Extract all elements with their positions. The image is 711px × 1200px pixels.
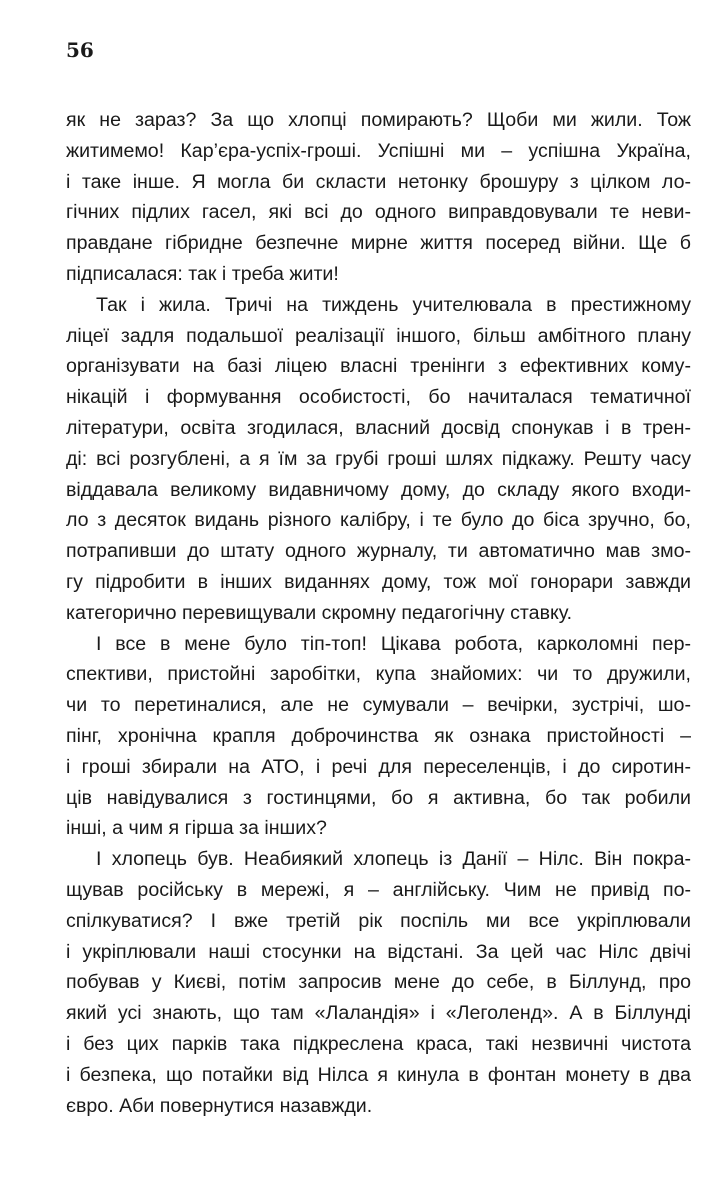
paragraph	[66, 629, 691, 845]
text-line: потрапивши до штату одного журналу, ти автоматично мав змо-	[66, 540, 691, 563]
text-line: і укріплювали наші стосунки на відстані. За цей час Нілс двічі	[66, 940, 691, 963]
text-line: Так і жила. Тричі на тиждень учителювала в престижному	[96, 293, 691, 316]
text-line: пінг, хронічна крапля доброчинства як ознака пристойності –	[66, 724, 691, 747]
text-line: нікацій і формування особистості, бо начиталася тематичної	[66, 386, 691, 409]
text-line: житимемо! Кар’єра-успіх-гроші. Успішні ми – успішна Україна,	[66, 139, 691, 162]
text-line: євро. Аби повернутися назавжди.	[66, 1094, 373, 1117]
text-line: ців навідувалися з гостинцями, бо я активна, бо так робили	[66, 786, 691, 809]
text-line: І хлопець був. Неабиякий хлопець із Данії – Нілс. Він покра-	[96, 848, 691, 871]
text-line: категорично перевищували скромну педагогічну ставку.	[66, 601, 573, 624]
text-line: правдане гібридне безпечне мирне життя посеред війни. Ще б	[66, 232, 691, 255]
text-line: чи то перетиналися, але не сумували – вечірки, зустрічі, шо-	[66, 694, 691, 717]
paragraph	[66, 290, 691, 629]
text-line: щував російську в мережі, я – англійську. Чим не привід по-	[66, 878, 691, 901]
paragraph	[66, 105, 691, 290]
text-line: віддавала великому видавничому дому, до складу якого входи-	[66, 478, 691, 501]
text-line: який усі знають, що там «Лаландія» і «Леголенд». А в Біллунді	[66, 1002, 691, 1025]
text-line: спілкуватися? І вже третій рік поспіль ми все укріплювали	[66, 909, 691, 932]
text-line: і безпека, що потайки від Нілса я кинула в фонтан монету в два	[66, 1063, 691, 1086]
text-line: побував у Києві, потім запросив мене до себе, в Біллунд, про	[66, 971, 691, 994]
text-line: літератури, освіта згодилася, власний досвід спонукав і в трен-	[66, 416, 691, 439]
text-line: ді: всі розгублені, а я їм за грубі гроші шлях підкажу. Решту часу	[66, 447, 691, 470]
text-line: гу підробити в інших виданнях дому, тож мої гонорари завжди	[66, 570, 691, 593]
text-line: як не зараз? За що хлопці помирають? Щоби ми жили. Тож	[66, 109, 691, 131]
text-line: ло з десяток видань різного калібру, і те було до біса зручно, бо,	[66, 509, 691, 532]
page-number: 56	[66, 38, 94, 62]
text-line: гічних підлих гасел, які всі до одного виправдовували те неви-	[66, 201, 691, 224]
paragraph	[66, 844, 691, 1121]
text-line: і без цих парків така підкреслена краса, такі незвичні чистота	[66, 1032, 691, 1055]
text-line: ліцеї задля подальшої реалізації іншого, більш амбітного плану	[66, 324, 691, 347]
text-line: інші, а чим я гірша за інших?	[66, 817, 327, 840]
text-line: і гроші збирали на АТО, і речі для переселенців, і до сиротин-	[66, 755, 691, 778]
text-line: і таке інше. Я могла би скласти нетонку брошуру з цілком ло-	[66, 170, 691, 193]
text-line: організувати на базі ліцею власні тренінги з ефективних кому-	[66, 355, 691, 378]
text-line: І все в мене було тіп-топ! Цікава робота, карколомні пер-	[96, 632, 691, 655]
text-line: спективи, пристойні заробітки, купа знайомих: чи то дружили,	[66, 663, 691, 686]
body-text	[66, 105, 691, 1121]
text-line: підписалася: так і треба жити!	[66, 262, 339, 285]
